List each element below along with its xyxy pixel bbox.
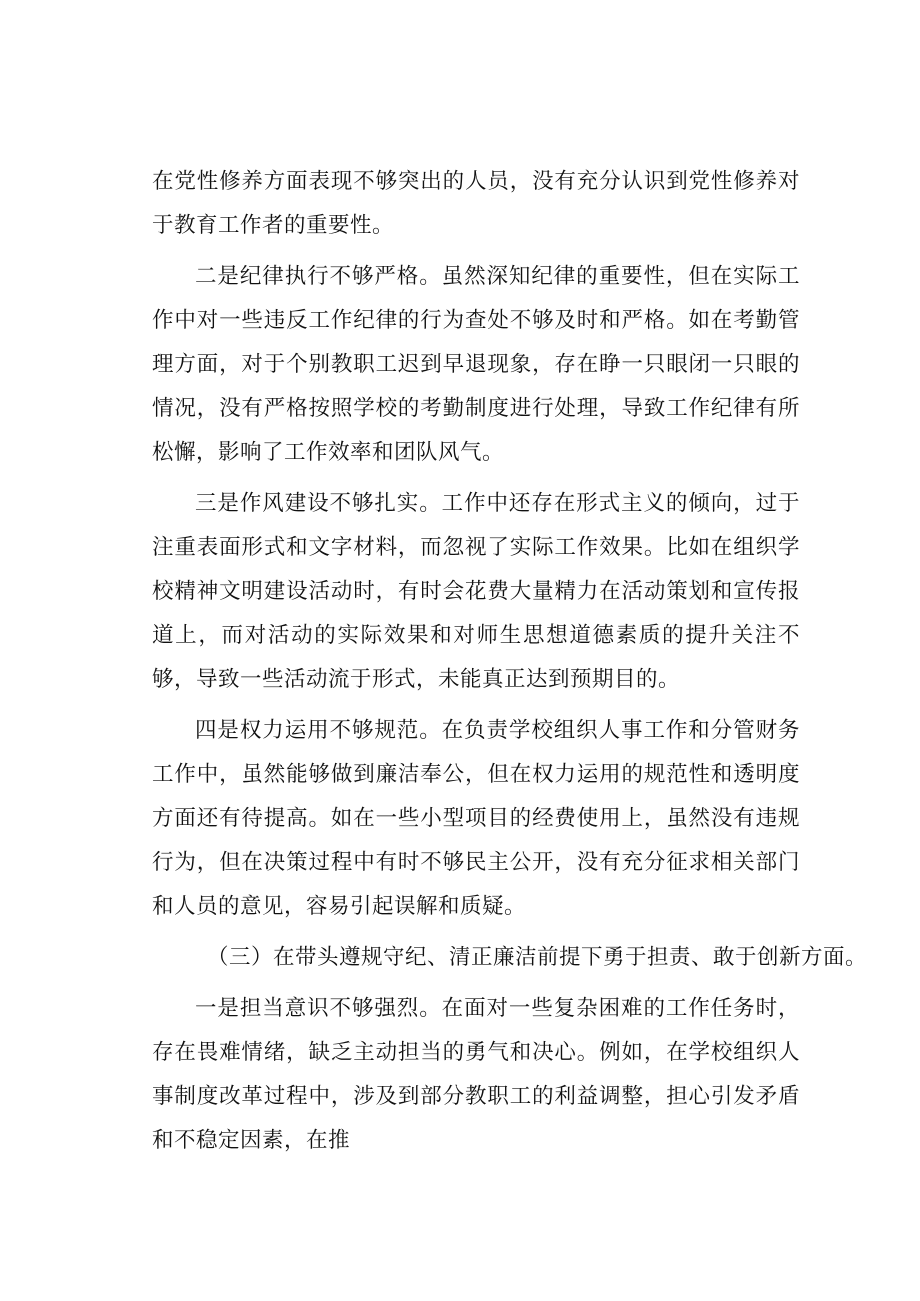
paragraph-style: 三是作风建设不够扎实。工作中还存在形式主义的倾向，过于注重表面形式和文字材料，而忽视了实际工作效果。比如在组织学校精神文明建设活动时，有时会花费大量精力在活动策划和宣传报道上，而对活动的实际效果和对师生思想道德素质的提升关注不够，导致一些活动流于形式，未能真正达到预期目的。	[152, 491, 800, 692]
section-heading: （三）在带头遵规守纪、清正廉洁前提下勇于担责、敢于创新方面。	[207, 945, 868, 970]
paragraph-responsibility: 一是担当意识不够强烈。在面对一些复杂困难的工作任务时，存在畏难情绪，缺乏主动担当的勇气和决心。例如，在学校组织人事制度改革过程中，涉及到部分教职工的利益调整，担心引发矛盾和不稳定因素，在推	[152, 996, 800, 1153]
document-body	[152, 160, 868, 1170]
paragraph-discipline: 二是纪律执行不够严格。虽然深知纪律的重要性，但在实际工作中对一些违反工作纪律的行为查处不够及时和严格。如在考勤管理方面，对于个别教职工迟到早退现象，存在睁一只眼闭一只眼的情况，没有严格按照学校的考勤制度进行处理，导致工作纪律有所松懈，影响了工作效率和团队风气。	[152, 264, 800, 465]
paragraph-continued: 在党性修养方面表现不够突出的人员，没有充分认识到党性修养对于教育工作者的重要性。	[152, 169, 800, 238]
paragraph-power: 四是权力运用不够规范。在负责学校组织人事工作和分管财务工作中，虽然能够做到廉洁奉公，但在权力运用的规范性和透明度方面还有待提高。如在一些小型项目的经费使用上，虽然没有违规行为，但在决策过程中有时不够民主公开，没有充分征求相关部门和人员的意见，容易引起误解和质疑。	[152, 718, 800, 919]
